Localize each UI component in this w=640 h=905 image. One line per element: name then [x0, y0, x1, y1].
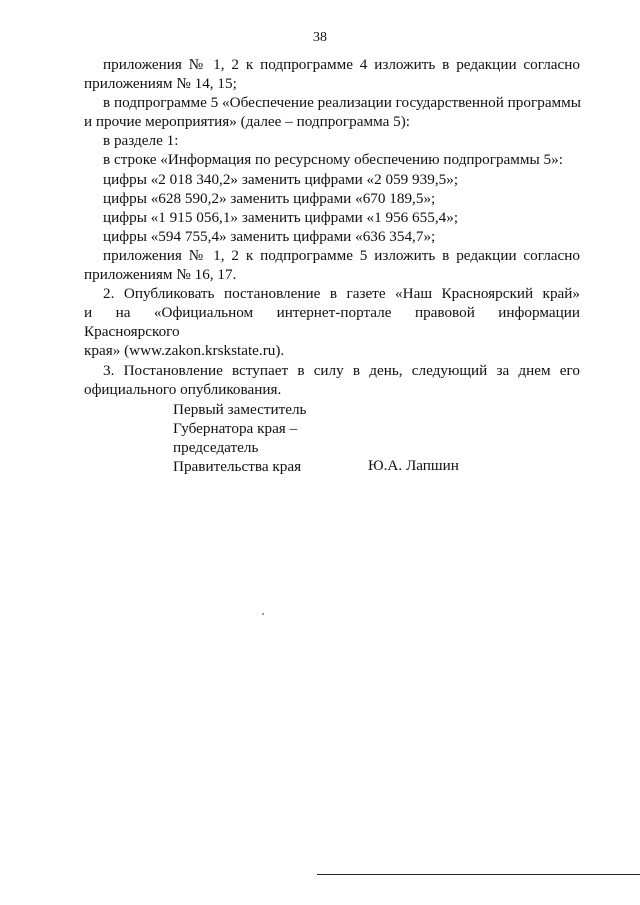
- paragraph: [84, 361, 580, 399]
- text-line: приложениям № 14, 15;: [84, 75, 237, 93]
- signer-position-line: Губернатора края –: [173, 420, 298, 438]
- text-line: приложения № 1, 2 к подпрограмме 4 изложить в редакции согласно: [103, 56, 580, 73]
- paragraph: [103, 189, 580, 208]
- text-line: приложения № 1, 2 к подпрограмме 5 изложить в редакции согласно: [103, 246, 580, 264]
- paragraph: [103, 131, 580, 150]
- text-line: в подпрограмме 5 «Обеспечение реализации государственной программы: [103, 94, 581, 112]
- paragraph: [103, 208, 580, 227]
- text-line: официального опубликования.: [84, 380, 282, 398]
- text-line: цифры «628 590,2» заменить цифрами «670 189,5»;: [103, 189, 436, 207]
- paragraph: [84, 93, 581, 131]
- paragraph: [103, 150, 580, 169]
- text-line: 2. Опубликовать постановление в газете «Наш Красноярский край»: [103, 285, 580, 303]
- text-line: в строке «Информация по ресурсному обеспечению подпрограммы 5»:: [103, 151, 563, 169]
- text-line: и прочие мероприятия» (далее – подпрограмма 5):: [84, 113, 410, 131]
- text-line: 3. Постановление вступает в силу в день, следующий за днем его: [103, 361, 580, 379]
- text-line: в разделе 1:: [103, 132, 179, 150]
- paragraph: [103, 170, 580, 189]
- text-line: цифры «594 755,4» заменить цифрами «636 354,7»;: [103, 227, 436, 245]
- document-body: [84, 55, 581, 399]
- text-line: и на «Официальном интернет-портале правовой информации Красноярского: [84, 304, 580, 341]
- text-line: приложениям № 16, 17.: [84, 266, 237, 284]
- paragraph: [84, 55, 580, 93]
- scan-speck: [262, 613, 264, 615]
- text-line: цифры «2 018 340,2» заменить цифрами «2 059 939,5»;: [103, 170, 459, 188]
- text-line: края» (www.zakon.krskstate.ru).: [84, 342, 285, 360]
- signature-block: [173, 400, 306, 476]
- paragraph: [84, 284, 580, 360]
- text-line: цифры «1 915 056,1» заменить цифрами «1 956 655,4»;: [103, 208, 459, 226]
- page-number: 38: [313, 30, 327, 45]
- bottom-rule: [317, 874, 640, 875]
- signer-position-line: Первый заместитель: [173, 401, 307, 418]
- paragraph: [103, 227, 580, 246]
- paragraph: [84, 246, 580, 284]
- signer-position-line: Правительства края: [173, 458, 302, 476]
- signer-name: Ю.А. Лапшин: [368, 457, 459, 474]
- signer-position-line: председатель: [173, 439, 259, 457]
